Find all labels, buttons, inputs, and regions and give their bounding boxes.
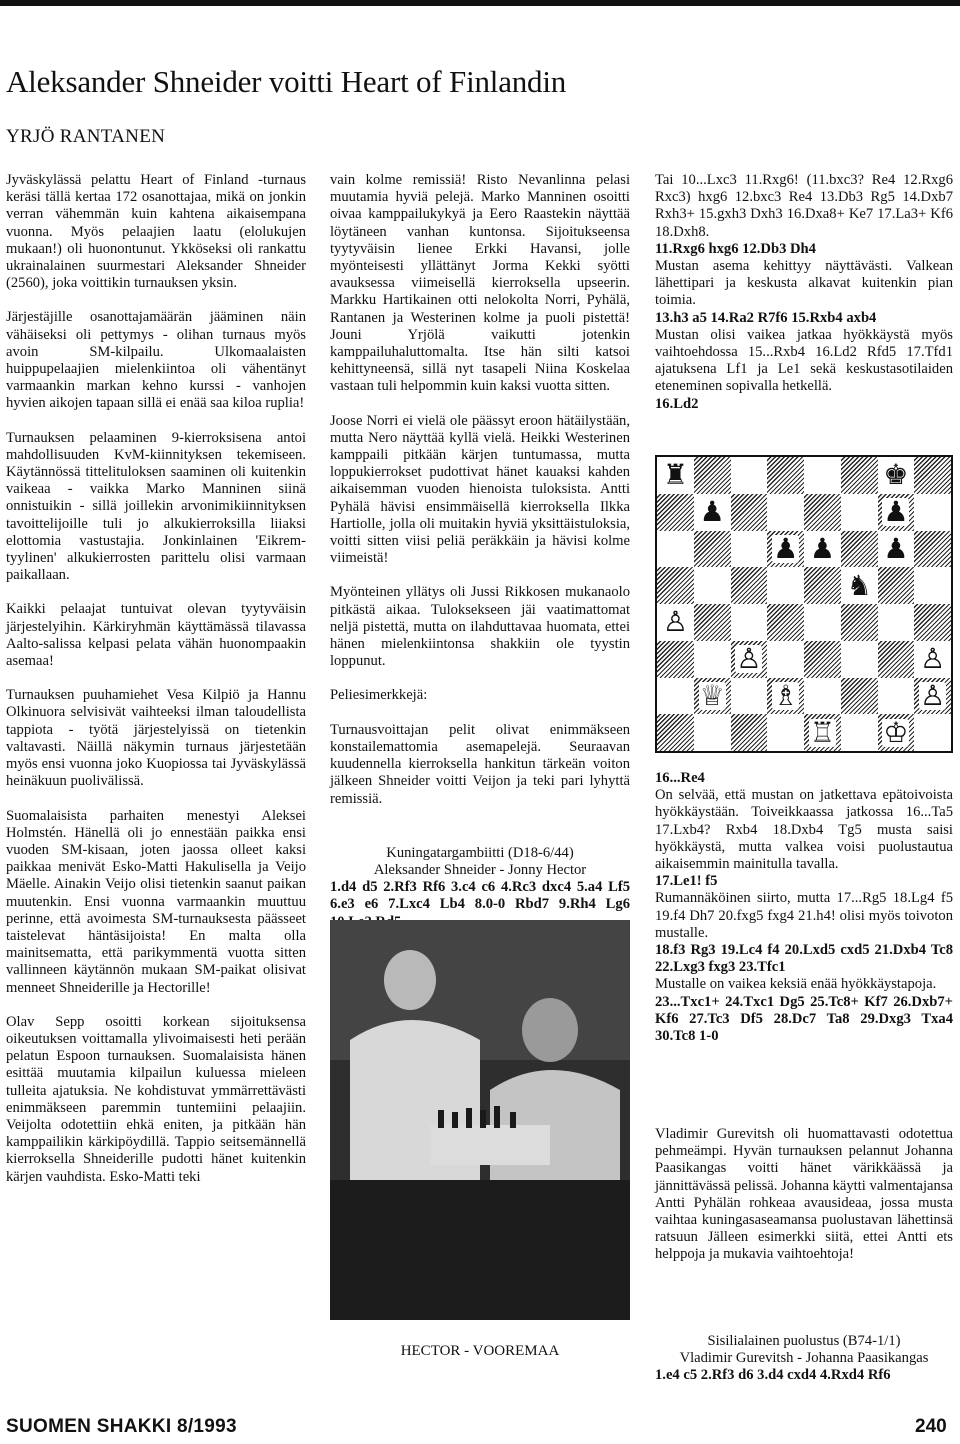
paragraph: Suomalaisista parhaiten menestyi Aleksei Holmstén. Hänellä oli jo ennestään paikka ensi vuoden SM-kisaan, joten jaossa olleet kaksi paikkaa menivät Esko-Matti Hakulisella ja Veijo Mäelle. Ainakin Veijo olisi tietenkin saanut paikan muutenkin. Ensi vuonna varmaankin muuttuu perinne, että avoimesta SM-turnauksesta päässeet taistelevat häntäsijoista! En malta olla mainitsematta, että parikymmentä vuotta sitten vallinneen käytännön mukaan SM-paikat olisivat menneet Shneiderille ja Hectorille! [6,807,306,996]
board-square [731,457,768,494]
annotation: On selvää, että mustan on jatkettava epätoivoista hyökkäystään. Toiveikkaassa jatkossa 16...Ta5 17.Lxb4? Rxb4 18.Dxb4 Tg5 mustа saisi hyökkäystä, mutta valkea voisi puolustautua aikaisemmin mainitulla tavalla. [655,787,953,873]
article-author: YRJÖ RANTANEN [6,126,166,147]
chess-piece: ♟ [883,531,909,565]
board-square [878,531,915,568]
chess-piece: ♟ [809,531,835,565]
board-square [914,457,951,494]
chess-piece: ♟ [883,495,909,529]
annotation: Mustalle on vaikea keksiä enää hyökkäystapoja. [655,976,937,993]
chess-piece: ♜ [662,458,688,492]
column-2 [330,172,630,931]
board-square [841,604,878,641]
paragraph: Myönteinen yllätys oli Jussi Rikkosen mukanaolo pitkästä aikaa. Tuloksekseen jäi vaatimattomat neljä pistettä, mutta on ilahduttavaa huomata, ettei hänen mielenkiintonsa shakkiin ole tyystin loppunut. [330,584,630,670]
board-square [804,641,841,678]
board-square [657,714,694,751]
board-square [694,604,731,641]
column-3-middle [655,770,953,1045]
board-square [657,457,694,494]
paragraph: Turnauksen puuhamiehet Vesa Kilpiö ja Hannu Olkinuora selvisivät vaihteeksi ilman taloudellista tappiota - työtä järjestelyissä on tietenkin valtavasti. Näillä näkymin turnaus järjestetään myös ensi vuonna joko Kuopiossa tai Jyväskylässä heinäkuun puolivälissä. [6,687,306,790]
board-square [914,714,951,751]
paragraph: Turnausvoittajan pelit olivat enimmäkseen konstailemattomia asemapelejä. Seuraavan kuudennella kierroksella hankitun tärkeän voiton jälkeen Shneider voitti Veijon ja teki pari lyhyttä remissiä. [330,721,630,807]
board-square [804,457,841,494]
game-opening: Sisilialainen puolustus (B74-1/1) [707,1333,901,1349]
board-square [694,531,731,568]
chess-piece: ♙ [920,642,946,676]
game-photo [330,920,630,1320]
board-square [804,531,841,568]
magazine-issue: SUOMEN SHAKKI 8/1993 [6,1416,237,1437]
chess-piece: ♖ [809,715,835,749]
paragraph: Järjestäjille osanottajamäärän jääminen näin vähäiseksi oli pettymys - olihan turnaus myös avoin SM-kilpailu. Ulkomaalaisten huippupelaajien mielenkiintoa oli vähentänyt varmaankin markan kehno kurssi - vanhojen hyvien aikojen tapaan sillä ei enää saa kiloa ruplia! [6,309,306,412]
board-square [914,641,951,678]
board-square [914,531,951,568]
paragraph: Joose Norri ei vielä ole päässyt eroon hätäilystään, mutta Nero näyttää kyllä vielä. Heikki Westerinen kamppaili pitkään kärjen tuntumassa, mutta loppukierrokset pudottivat hänet kauaksi kahden aikaisemman vuoden hienoista tuloksista. Antti Pyhälä hävisi ensimmäisellä kierroksella Ilkka Hartiolle, jolla oli muitakin hyviä yksittäistuloksia, voitti sitten viisi peliä peräkkäin ja hävisi kolme viimeistä! [330,412,630,567]
chess-piece: ♗ [773,678,799,712]
moves: 18.f3 Rg3 19.Lc4 f4 20.Lxd5 cxd5 21.Dxb4 Tc8 22.Lxg3 fxg3 23.Tfc1 [655,942,953,976]
chess-diagram [655,455,953,753]
board-square [767,678,804,715]
moves: 23...Txc1+ 24.Txc1 Dg5 25.Tc8+ Kf7 26.Dxb7+ Kf6 27.Tc3 Df5 28.Dc7 Ta8 29.Dxg3 Txa4 30.Tc8 1-0 [655,993,953,1045]
board-square [657,641,694,678]
column-3-top [655,172,953,413]
game-opening: Kuningatargambiitti (D18-6/44) [386,844,574,861]
annotation: Rumannäköinen siirto, mutta 17...Rg5 18.Lg4 f5 19.f4 Dh7 20.fxg5 fxg4 21.h4! olisi myös toivoton mustalle. [655,890,953,941]
chess-piece: ♞ [846,568,872,602]
board-square [767,641,804,678]
chess-piece: ♟ [773,531,799,565]
paragraph: Jyväskylässä pelattu Heart of Finland -turnaus keräsi tällä kertaa 172 osanottajaa, mikä on jonkin verran vähemmän kuin kahtena aikaisempana vuonna. Myös pelaajien laatu (elolukujen mukaan!) oli huonontunut. Ykköseksi oli rankattu ukrainalainen suurmestari Aleksander Shneider (2560), joka voittikin turnauksen yksin. [6,172,306,292]
chess-piece: ♙ [662,605,688,639]
moves: 16.Ld2 [655,395,699,412]
board-square [878,494,915,531]
board-square [914,604,951,641]
board-square [657,678,694,715]
board-square [841,641,878,678]
annotation: Mustan asema kehittyy näyttävästi. Valkean lähettipari ja keskusta alkavat kuitenkin pian toimia. [655,258,953,309]
column-3-game [655,1333,953,1385]
board-square [694,494,731,531]
paragraph: Olav Sepp osoitti korkean sijoituksensa oikeutuksen voittamalla ylivoimaisesti heti perään pelatun Espoon turnauksen. Suomalaisista hänen esittää muutamia kilpailun kuluessa mieleen tulleita ajatuksia. Ne kohdistuvat ymmärrettävästi enimmäkseen paremmin tuntemiini pelaajiin. Veijolta odotettiin ehkä eniten, ja pitkään hän kamppailikin kärkipöydillä. Tappio seitsemännellä kierroksella Shneiderille pudotti hänet kuitenkin kärjen vauhdista. Esko-Matti teki [6,1013,306,1185]
board-square [767,567,804,604]
paragraph: vain kolme remissiä! Risto Nevanlinna pelasi muutamia hyviä pelejä. Marko Manninen osoitti oivaa kamppailukykyä ja Eero Raastekin näyttää löytäneen vanhan kuntonsa. Sijoitukseensa tyytyväisin lienee Erkki Havansi, jolle myönteisesti yllättänyt Jorma Kekki syötti avauksessa viimeisellä kierroksella upseerin. Markku Hartikainen otti nelokolta Norri, Pyhälä, Rantanen ja Westerinen kolme ja puoli pistettä! Jouni Yrjölä vaikutti jotenkin kamppailuhaluttomalta. Itse hän silti katsoi kehittyneensä, sillä nyt tasapeli Niina Koskelaa vastaan tuli helpommin kuin kaksi vuotta sitten. [330,172,630,395]
board-square [878,714,915,751]
photo-illustration [330,920,630,1320]
board-square [657,567,694,604]
board-square [731,567,768,604]
chess-piece: ♚ [883,458,909,492]
board-square [841,714,878,751]
board-square [841,567,878,604]
board-square [694,457,731,494]
board-square [914,678,951,715]
board-square [767,714,804,751]
chess-piece: ♟ [699,495,725,529]
board-square [841,457,878,494]
top-rule [0,0,960,6]
board-square [731,494,768,531]
chess-piece: ♙ [920,678,946,712]
board-square [841,531,878,568]
paragraph: Kaikki pelaajat tuntuivat olevan tyytyväisin järjestelyihin. Kärkiryhmän käyttämässä tilavassa Aalto-salissa kelpasi pelata vähän huonompaakin asemaa! [6,601,306,670]
board-square [841,494,878,531]
board-square [694,678,731,715]
chess-piece: ♙ [736,642,762,676]
board-square [804,494,841,531]
board-square [878,678,915,715]
board-square [804,604,841,641]
board-square [767,531,804,568]
board-square [914,494,951,531]
board-square [767,494,804,531]
board-square [804,714,841,751]
board-square [878,604,915,641]
moves: 13.h3 a5 14.Ra2 R7f6 15.Rxb4 axb4 [655,309,877,326]
board-square [767,457,804,494]
paragraph: Turnauksen pelaaminen 9-kierroksisena antoi mahdollisuuden KvM-kiinnityksen tekemiseen. Käytännössä tittelituloksen saaminen oli kuitenkin vaikeaa - vaikka Marko Manninen siinä onnistuikin - sillä joillekin arvonimikiinnityksen tavoittelijoille tuli jo alkukierroksilla liiaksi elottomia vastustajia. Jonkinlainen 'Eikrem-tyylinen' alkukierrosten parittelu olisi varmaan paikallaan. [6,429,306,584]
game-moves: 1.e4 c5 2.Rf3 d6 3.d4 cxd4 4.Rxd4 Rf6 [655,1367,891,1384]
moves: 11.Rxg6 hxg6 12.Db3 Dh4 [655,240,816,257]
page-number: 240 [915,1416,947,1437]
game-moves: 1.d4 d5 2.Rf3 Rf6 3.c4 c6 4.Rc3 dxc4 5.a4 Lf5 6.e3 e6 7.Lxc4 Lb4 8.0-0 Rbd7 9.Rh4 Lg6 [330,879,630,913]
chess-board [655,455,953,753]
board-square [694,714,731,751]
board-square [694,567,731,604]
game-players: Vladimir Gurevitsh - Johanna Paasikangas [679,1350,929,1367]
board-square [804,678,841,715]
board-square [878,457,915,494]
board-square [767,604,804,641]
moves: 17.Le1! f5 [655,873,718,890]
board-square [731,604,768,641]
column-1 [6,172,306,1203]
board-square [657,494,694,531]
board-square [694,641,731,678]
board-square [657,604,694,641]
moves: 16...Re4 [655,770,705,786]
annotation: Mustan olisi vaikea jatkaa hyökkäystä myös vaihtoehdossa 15...Rxb4 16.Ld2 Rfd5 17.Tfd1 ajatuksena Lf1 ja Le1 sekä keskustasotilaiden eteneminen sopivalla hetkellä. [655,326,953,395]
article-title: Aleksander Shneider voitti Heart of Finlandin [6,64,567,99]
board-square [878,567,915,604]
board-square [914,567,951,604]
board-square [731,531,768,568]
section-label: Peliesimerkkejä: [330,687,428,704]
board-square [804,567,841,604]
chess-piece: ♕ [699,678,725,712]
photo-caption: HECTOR - VOOREMAA [400,1343,560,1359]
board-square [841,678,878,715]
board-square [657,531,694,568]
column-3-paragraph: Vladimir Gurevitsh oli huomattavasti odotettua pehmeämpi. Hyvän turnauksen pelannut Johanna Paasikangas voitti hänet värikkäässä ja jännittävässä pelissä. Johanna käytti valmentajansa Antti Pyhälän rohkeaa avausideaa, jossa musta vaihtaa kuningasaseamansa puolustavan lähettinsä ratsuun Jälleen esimerkki siitä, ettei Antti ets helppoja ja mukavia vaihtoehtoja! [655,1126,953,1263]
game-players: Aleksander Shneider - Jonny Hector [373,861,587,878]
board-square [731,714,768,751]
board-square [878,641,915,678]
board-square [731,678,768,715]
chess-piece: ♔ [883,715,909,749]
annotation: Tai 10...Lxc3 11.Rxg6! (11.bxc3? Re4 12.Rxg6 Rxc3) hxg6 12.bxc3 Re4 13.Db3 Rg5 14.Dxb7 Rxh3+ 15.gxh3 Dxh3 16.Dxa8+ Ke7 17.La3+ Kf6 18.Dxh8. [655,172,953,240]
board-square [731,641,768,678]
